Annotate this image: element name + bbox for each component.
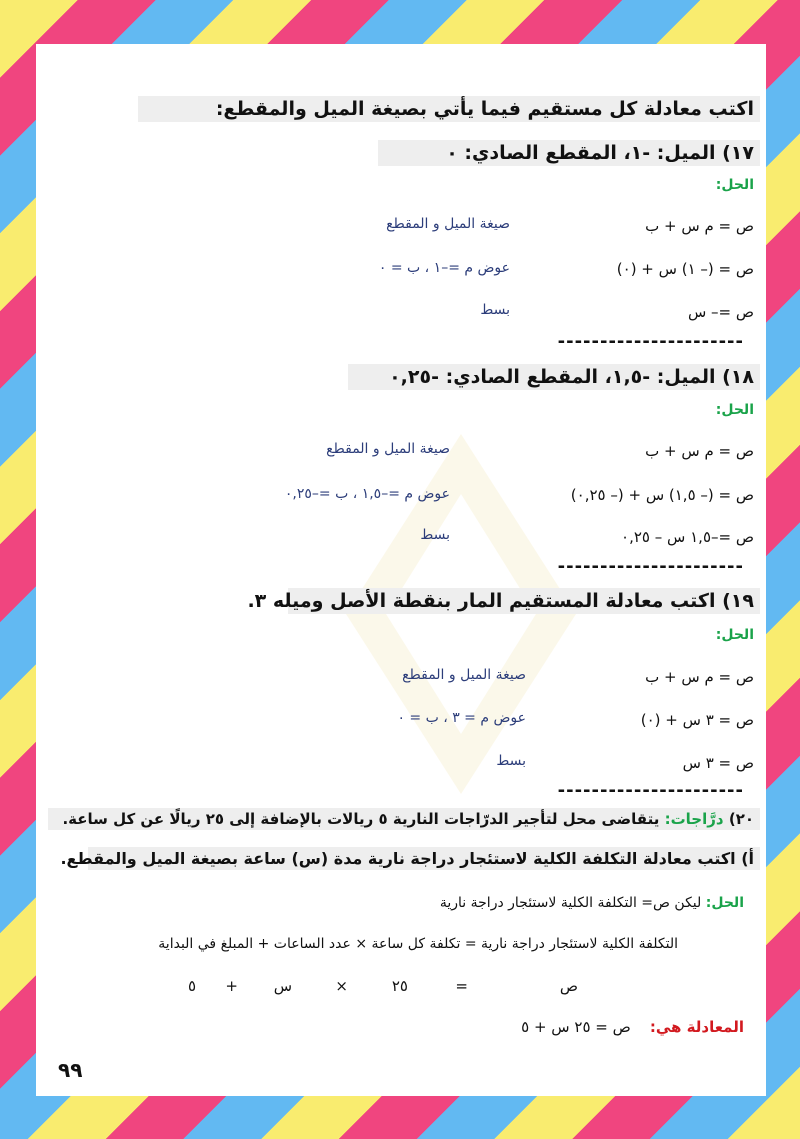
question-20: [48, 808, 760, 830]
answer-label: المعادلة هي:: [649, 1018, 744, 1036]
model-term: س: [273, 977, 292, 995]
model-term: =: [455, 977, 468, 995]
equation-step: ص = (– ١) س + (٠): [616, 260, 754, 278]
model-term: ص: [559, 977, 578, 995]
step-note: عوض م = ٣ ، ب = ٠: [397, 710, 526, 726]
equation-step: ص =– س: [687, 303, 754, 321]
instructions-heading: اكتب معادلة كل مستقيم فيما يأتي بصيغة الميل والمقطع:: [138, 96, 760, 122]
equation-step: ص = (– ١,٥) س + (– ٠,٢٥): [570, 486, 754, 504]
step-note: بسط: [480, 302, 510, 318]
model-term: ٢٥: [391, 977, 408, 995]
question-text: يتقاضى محل لتأجير الدرّاجات النارية ٥ ريالات بالإضافة إلى ٢٥ ريالًا عن كل ساعة.: [62, 810, 660, 828]
question-20-part-a: أ) اكتب معادلة التكلفة الكلية لاستئجار دراجة نارية مدة (س) ساعة بصيغة الميل والمقطع.: [88, 847, 760, 870]
question-text: الميل: -١، المقطع الصادي: ٠: [446, 142, 716, 164]
equation-step: ص = م س + ب: [645, 442, 754, 460]
step-note: صيغة الميل و المقطع: [326, 441, 450, 457]
solution-label: الحل:: [715, 627, 754, 643]
question-number: ١٨): [722, 366, 754, 388]
page-number: ٩٩: [58, 1058, 83, 1082]
model-term: ٥: [187, 977, 196, 995]
question-text: اكتب معادلة المستقيم المار بنقطة الأصل وميله ٣.: [247, 590, 716, 612]
solution-label: الحل:: [715, 177, 754, 193]
model-term: ×: [335, 977, 348, 995]
equation-step: ص = ٣ س + (٠): [640, 711, 754, 729]
variable-definition: ليكن ص= التكلفة الكلية لاستئجار دراجة نارية: [439, 895, 702, 911]
question-number: ١٧): [722, 142, 754, 164]
question-18: [348, 364, 760, 390]
equation-step: ص = م س + ب: [645, 668, 754, 686]
question-number: ٢٠): [728, 810, 754, 828]
separator: ----------------------: [557, 331, 744, 352]
equation-step: ص =–١,٥ س – ٠,٢٥: [621, 528, 754, 546]
answer-equation: ص = ٢٥ س + ٥: [521, 1018, 631, 1036]
question-19: [247, 588, 760, 614]
question-number: ١٩): [722, 590, 754, 612]
step-note: صيغة الميل و المقطع: [386, 216, 510, 232]
question-text: الميل: -١,٥، المقطع الصادي: -٠,٢٥: [389, 366, 716, 388]
separator: ----------------------: [557, 556, 744, 577]
step-note: بسط: [420, 527, 450, 543]
equation-step: ص = ٣ س: [682, 754, 754, 772]
model-term: +: [225, 977, 238, 995]
solution-setup: [440, 895, 744, 911]
separator: ----------------------: [557, 780, 744, 801]
solution-label: الحل:: [705, 895, 744, 911]
step-note: بسط: [496, 753, 526, 769]
equation-step: ص = م س + ب: [645, 217, 754, 235]
verbal-model: التكلفة الكلية لاستئجار دراجة نارية = تكلفة كل ساعة × عدد الساعات + المبلغ في البداية: [158, 936, 678, 952]
solution-label: الحل:: [715, 402, 754, 418]
question-17: [378, 140, 760, 166]
final-answer: [521, 1018, 744, 1036]
step-note: صيغة الميل و المقطع: [402, 667, 526, 683]
step-note: عوض م =–١ ، ب = ٠: [378, 260, 510, 276]
step-note: عوض م =–١,٥ ، ب =–٠,٢٥: [284, 486, 450, 502]
worksheet-page: [36, 44, 766, 1096]
topic-tag: درَّاجات:: [664, 810, 724, 828]
